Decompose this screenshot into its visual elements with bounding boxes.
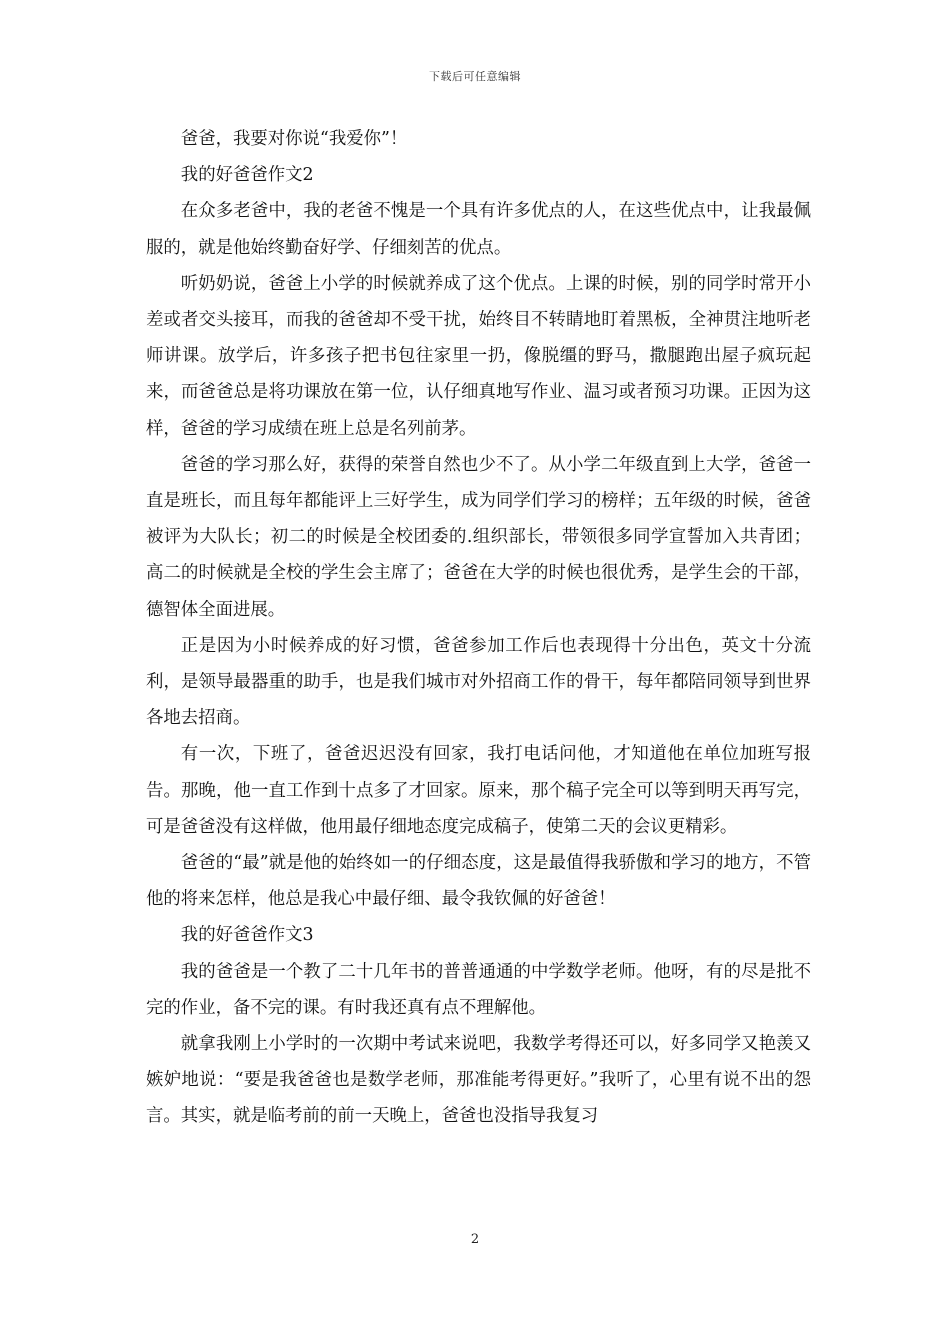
paragraph: 正是因为小时候养成的好习惯，爸爸参加工作后也表现得十分出色，英文十分流利，是领导最器重的助手，也是我们城市对外招商工作的骨干，每年都陪同领导到世界各地去招商。 xyxy=(146,635,811,729)
page-number: 2 xyxy=(470,1232,480,1247)
paragraph: 就拿我刚上小学时的一次期中考试来说吧，我数学考得还可以，好多同学又艳羡又嫉妒地说：“要是我爸爸也是数学老师，那准能考得更好。”我听了，心里有说不出的怨言。其实，就是临考前的前一天晚上，爸爸也没指导我复习 xyxy=(146,1034,811,1127)
paragraph: 爸爸的学习那么好，获得的荣誉自然也少不了。从小学二年级直到上大学，爸爸一直是班长，而且每年都能评上三好学生，成为同学们学习的榜样；五年级的时候，爸爸被评为大队长；初二的时候是全校团委的.组织部长，带领很多同学宣誓加入共青团；高二的时候就是全校的学生会主席了；爸爸在大学的时候也很优秀，是学生会的干部，德智体全面进展。 xyxy=(146,454,811,620)
essay-heading-3: 我的好爸爸作文3 xyxy=(180,925,314,946)
essay-heading-2: 我的好爸爸作文2 xyxy=(180,165,314,186)
document-body xyxy=(146,121,811,1135)
paragraph: 我的爸爸是一个教了二十几年书的普普通通的中学数学老师。他呀，有的尽是批不完的作业，备不完的课。有时我还真有点不理解他。 xyxy=(146,961,811,1018)
paragraph-closing-line: 爸爸，我要对你说“我爱你”！ xyxy=(180,129,408,149)
paragraph: 有一次，下班了，爸爸迟迟没有回家，我打电话问他，才知道他在单位加班写报告。那晚，他一直工作到十点多了才回家。原来，那个稿子完全可以等到明天再写完，可是爸爸没有这样做，他用最仔细地态度完成稿子，使第二天的会议更精彩。 xyxy=(146,744,811,837)
paragraph: 爸爸的“最”就是他的始终如一的仔细态度，这是最值得我骄傲和学习的地方，不管他的将来怎样，他总是我心中最仔细、最令我钦佩的好爸爸！ xyxy=(146,853,811,910)
paragraph: 在众多老爸中，我的老爸不愧是一个具有许多优点的人，在这些优点中，让我最佩服的，就是他始终勤奋好学、仔细刻苦的优点。 xyxy=(146,201,811,258)
paragraph: 听奶奶说，爸爸上小学的时候就养成了这个优点。上课的时候，别的同学时常开小差或者交头接耳，而我的爸爸却不受干扰，始终目不转睛地盯着黑板，全神贯注地听老师讲课。放学后，许多孩子把书包往家里一扔，像脱缰的野马，撒腿跑出屋子疯玩起来，而爸爸总是将功课放在第一位，认仔细真地写作业、温习或者预习功课。正因为这样，爸爸的学习成绩在班上总是名列前茅。 xyxy=(146,273,811,439)
header-note: 下载后可任意编辑 xyxy=(429,70,521,83)
